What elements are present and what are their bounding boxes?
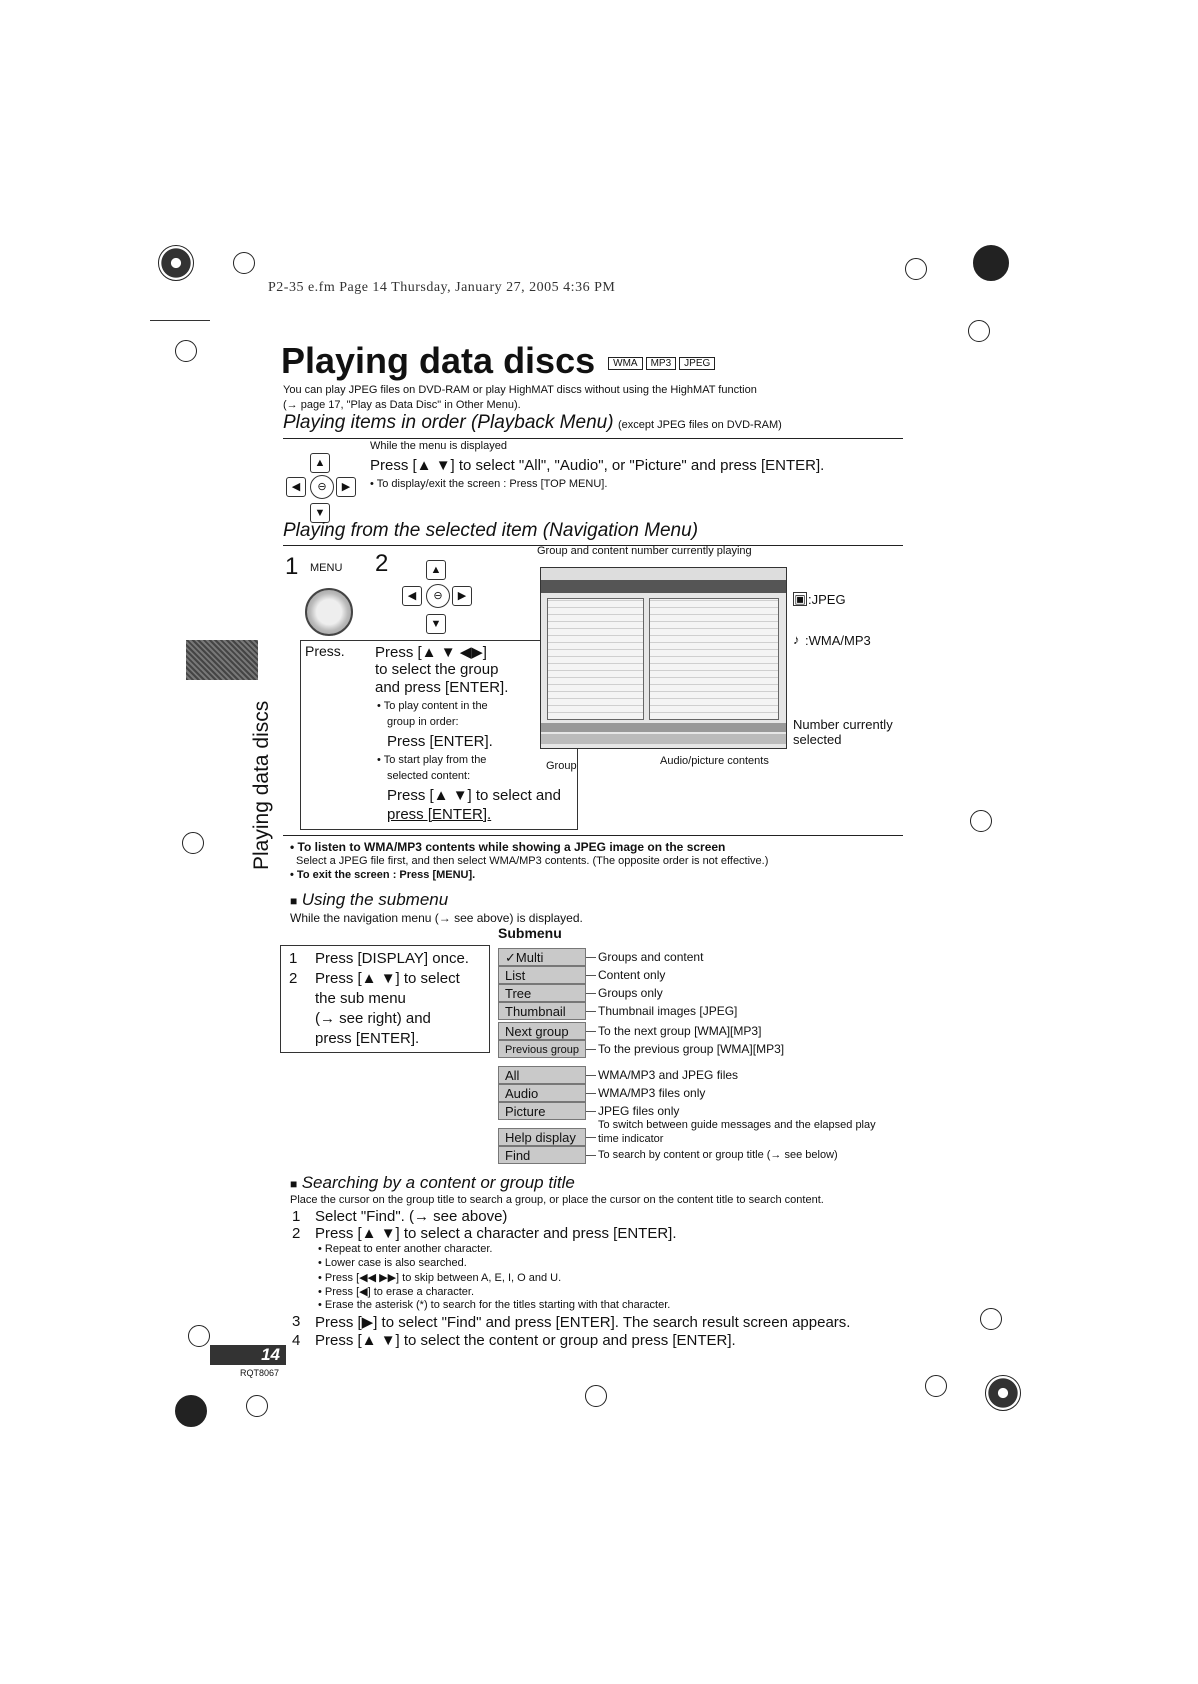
callout-number-selected-1: Number currently: [793, 717, 893, 732]
playback-menu-heading-text: Playing items in order (Playback Menu): [283, 412, 614, 433]
crosshair-icon: [970, 810, 992, 832]
step-2-number: 2: [375, 550, 389, 577]
submenu-item-picture[interactable]: Picture: [498, 1102, 586, 1120]
leader-line: [586, 1011, 596, 1012]
submenu-step-1: Press [DISPLAY] once.: [315, 950, 469, 967]
submenu-desc-multi: Groups and content: [598, 950, 704, 964]
search-bullet-2: • Lower case is also searched.: [318, 1257, 467, 1269]
registration-mark-icon: [158, 245, 194, 281]
submenu-step-2d: press [ENTER].: [315, 1030, 420, 1047]
submenu-item-find[interactable]: Find: [498, 1146, 586, 1164]
menu-button-icon: [305, 588, 353, 636]
crosshair-icon: [246, 1395, 268, 1417]
enter-icon: ⊖: [426, 584, 450, 608]
submenu-desc-tree: Groups only: [598, 986, 663, 1000]
search-step-2: Press [▲ ▼] to select a character and press [ENTER].: [315, 1225, 677, 1242]
nav-bullet-2-action: Press [▲ ▼] to select and: [387, 787, 561, 804]
search-bullet-5: • Erase the asterisk (*) to search for the titles starting with that character.: [318, 1299, 670, 1311]
crosshair-icon: [585, 1385, 607, 1407]
search-bullet-4: • Press [◀] to erase a character.: [318, 1285, 474, 1298]
intro-line-1: You can play JPEG files on DVD-RAM or play HighMAT discs without using the HighMAT function: [283, 384, 757, 396]
callout-wma-mp3: :WMA/MP3: [805, 633, 871, 648]
submenu-desc-audio: WMA/MP3 files only: [598, 1086, 706, 1100]
leader-line: [586, 1155, 596, 1156]
press-label: Press.: [305, 643, 345, 659]
submenu-desc-next-group: To the next group [WMA][MP3]: [598, 1024, 762, 1038]
leader-line: [586, 975, 596, 976]
search-step-1-num: 1: [292, 1208, 301, 1225]
search-step-3-num: 3: [292, 1313, 301, 1330]
search-step-4-num: 4: [292, 1332, 301, 1349]
nav-bullet-1: • To play content in the: [377, 700, 488, 712]
right-arrow-icon: ▶: [336, 477, 356, 497]
submenu-desc-previous-group: To the previous group [WMA][MP3]: [598, 1042, 785, 1056]
intro-line-2: (→ page 17, "Play as Data Disc" in Other Menu).: [283, 399, 521, 411]
screen-title-bar: [541, 568, 786, 581]
callout-audio-picture: Audio/picture contents: [660, 755, 769, 767]
submenu-desc-all: WMA/MP3 and JPEG files: [598, 1068, 739, 1082]
leader-line: [586, 1049, 596, 1050]
remote-dpad-icon: [398, 560, 478, 635]
file-info-line: P2-35 e.fm Page 14 Thursday, January 27, 2005 4:36 PM: [268, 280, 616, 295]
navigation-menu-screenshot: [540, 567, 787, 749]
submenu-step-1-num: 1: [289, 950, 298, 967]
screen-status-bar: [541, 723, 786, 732]
crosshair-icon: [188, 1325, 210, 1347]
submenu-desc-thumbnail: Thumbnail images [JPEG]: [598, 1004, 738, 1018]
nav-bullet-2: • To start play from the: [377, 754, 486, 766]
down-arrow-icon: ▼: [426, 614, 446, 634]
playback-menu-heading: [283, 412, 903, 434]
submenu-step-2: Press [▲ ▼] to select: [315, 970, 460, 987]
jpeg-icon: ▣: [794, 592, 806, 606]
submenu-item-help-display[interactable]: Help display: [498, 1128, 586, 1146]
leader-line: [586, 1031, 596, 1032]
searching-intro: Place the cursor on the group title to search a group, or place the cursor on the content title to search content.: [290, 1194, 824, 1206]
nav-bullet-1b: group in order:: [387, 716, 459, 728]
nav-bullet-2b: selected content:: [387, 770, 471, 782]
submenu-desc-find: To search by content or group title (→ see below): [598, 1149, 838, 1161]
page-title-text: Playing data discs: [281, 340, 596, 381]
up-arrow-icon: ▲: [426, 560, 446, 580]
submenu-step-2b: the sub menu: [315, 990, 406, 1007]
menu-button-label: MENU: [310, 562, 343, 574]
section-divider: [283, 835, 903, 836]
submenu-item-all[interactable]: All: [498, 1066, 586, 1084]
submenu-item-list[interactable]: List: [498, 966, 586, 984]
left-arrow-icon: ◀: [286, 477, 306, 497]
submenu-item-tree[interactable]: Tree: [498, 984, 586, 1002]
submenu-item-next-group[interactable]: Next group: [498, 1022, 586, 1040]
submenu-label: Submenu: [498, 925, 562, 941]
searching-heading: [290, 1173, 575, 1193]
content-list-pane: [649, 598, 779, 720]
leader-line: [586, 957, 596, 958]
crosshair-icon: [905, 258, 927, 280]
playback-while-text: While the menu is displayed: [370, 440, 507, 452]
callout-number-selected-2: selected: [793, 732, 842, 747]
submenu-heading: [290, 890, 448, 910]
step-1-number: 1: [285, 553, 299, 580]
side-tab-label: Playing data discs: [250, 700, 273, 870]
left-arrow-icon: ◀: [402, 586, 422, 606]
navigation-step-box: [300, 640, 578, 830]
submenu-desc-list: Content only: [598, 968, 666, 982]
intro-text: [283, 383, 883, 413]
square-bullet-icon: ■: [290, 1177, 298, 1191]
registration-mark-icon: [973, 245, 1009, 281]
submenu-step-2-num: 2: [289, 970, 298, 987]
search-bullet-3: • Press [◀◀ ▶▶] to skip between A, E, I, O and U.: [318, 1271, 561, 1284]
crosshair-icon: [968, 320, 990, 342]
submenu-step-2c: (→ see right) and: [315, 1010, 431, 1027]
enter-icon: ⊖: [310, 475, 334, 499]
down-arrow-icon: ▼: [310, 503, 330, 523]
callout-jpeg: :JPEG: [808, 592, 846, 607]
crosshair-icon: [182, 832, 204, 854]
submenu-item-multi[interactable]: ✓Multi: [498, 948, 586, 966]
format-badge-mp3: MP3: [646, 357, 677, 370]
search-step-1: Select "Find". (→ see above): [315, 1208, 508, 1225]
submenu-item-thumbnail[interactable]: Thumbnail: [498, 1002, 586, 1020]
search-bullet-1: • Repeat to enter another character.: [318, 1243, 492, 1255]
page-title: [281, 340, 715, 382]
nav-step-text-2: to select the group: [375, 661, 499, 678]
registration-mark-icon: [175, 1395, 207, 1427]
note-listen-detail: Select a JPEG file first, and then select WMA/MP3 contents. (The opposite order is not effective.): [296, 855, 769, 867]
leader-line: [586, 993, 596, 994]
leader-line: [586, 1111, 596, 1112]
submenu-desc-picture: JPEG files only: [598, 1104, 680, 1118]
submenu-steps-box: [280, 945, 490, 1053]
section-divider: [283, 438, 903, 439]
page-number: 14: [210, 1345, 286, 1365]
playback-instruction: Press [▲ ▼] to select "All", "Audio", or "Picture" and press [ENTER].: [370, 457, 825, 474]
registration-mark-icon: [985, 1375, 1021, 1411]
right-arrow-icon: ▶: [452, 586, 472, 606]
crop-mark: [150, 320, 210, 321]
screen-header-bar: [541, 581, 786, 593]
leader-line: [586, 1093, 596, 1094]
callout-group-content-number: Group and content number currently playing: [537, 545, 752, 557]
submenu-item-audio[interactable]: Audio: [498, 1084, 586, 1102]
note-listen: • To listen to WMA/MP3 contents while showing a JPEG image on the screen: [290, 840, 725, 854]
playback-bullet: • To display/exit the screen : Press [TOP MENU].: [370, 478, 607, 490]
document-code: RQT8067: [240, 1368, 280, 1378]
search-step-4: Press [▲ ▼] to select the content or group and press [ENTER].: [315, 1332, 736, 1349]
navigation-menu-heading: Playing from the selected item (Navigation Menu): [283, 520, 699, 541]
nav-step-text-3: and press [ENTER].: [375, 679, 509, 696]
remote-dpad-icon: [282, 453, 362, 523]
submenu-heading-text: Using the submenu: [301, 890, 449, 909]
callout-group: Group: [546, 760, 577, 772]
format-badge-wma: WMA: [608, 357, 642, 370]
leader-line: [586, 1075, 596, 1076]
playback-menu-heading-note: (except JPEG files on DVD-RAM): [617, 419, 782, 431]
up-arrow-icon: ▲: [310, 453, 330, 473]
square-bullet-icon: ■: [290, 894, 298, 908]
chapter-side-tab: [186, 640, 258, 680]
crosshair-icon: [175, 340, 197, 362]
format-badge-jpeg: JPEG: [679, 357, 715, 370]
crosshair-icon: [980, 1308, 1002, 1330]
search-step-2-num: 2: [292, 1225, 301, 1242]
nav-step-text-1: Press [▲ ▼ ◀▶]: [375, 644, 487, 661]
nav-bullet-1-action: Press [ENTER].: [387, 733, 493, 750]
crosshair-icon: [233, 252, 255, 274]
crosshair-icon: [925, 1375, 947, 1397]
nav-bullet-2-action-b: press [ENTER].: [387, 806, 492, 823]
submenu-while-text: While the navigation menu (→ see above) is displayed.: [290, 911, 583, 925]
screen-help-bar: [541, 734, 786, 744]
group-tree-pane: [547, 598, 644, 720]
note-exit: • To exit the screen : Press [MENU].: [290, 869, 475, 881]
music-note-icon: ♪: [793, 632, 800, 647]
leader-line: [586, 1137, 596, 1138]
submenu-desc-help-display: To switch between guide messages and the elapsed play time indicator: [598, 1119, 876, 1145]
searching-heading-text: Searching by a content or group title: [301, 1173, 575, 1192]
submenu-item-previous-group[interactable]: Previous group: [498, 1040, 586, 1058]
search-step-3: Press [▶] to select "Find" and press [ENTER]. The search result screen appears.: [315, 1314, 851, 1331]
